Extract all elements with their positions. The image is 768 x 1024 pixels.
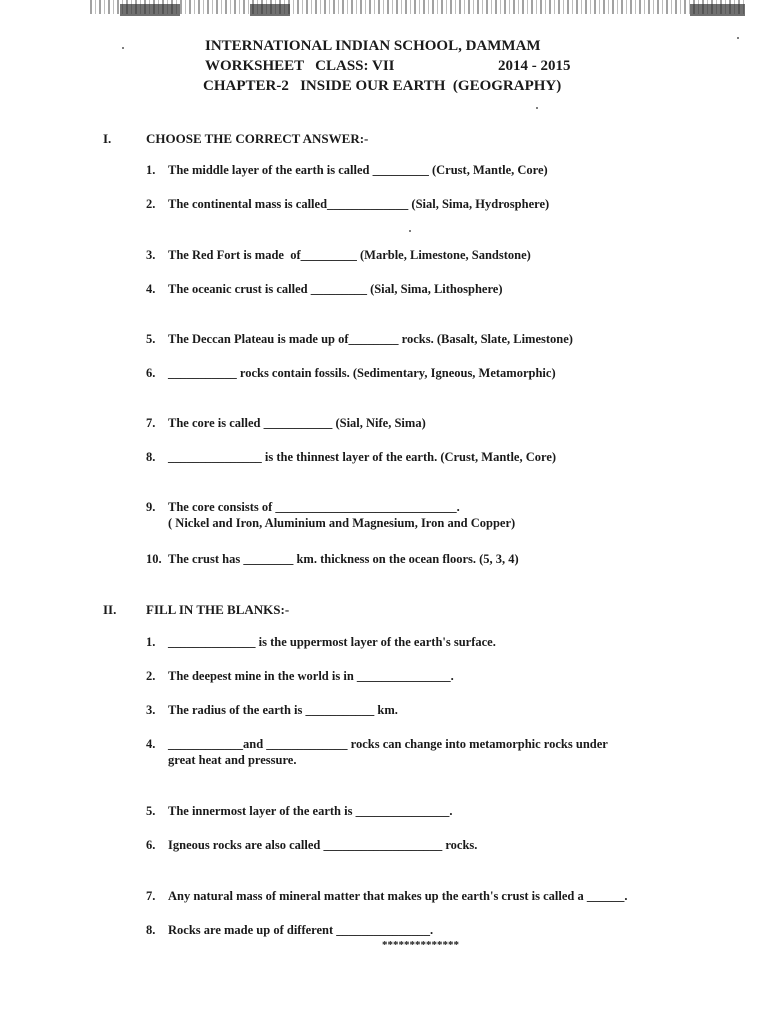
question-1-2: 2. The continental mass is called_____________ (Sial, Sima, Hydrosphere) xyxy=(146,197,550,211)
scan-blot xyxy=(690,4,745,16)
scan-speck xyxy=(122,47,124,49)
scan-artifact-top xyxy=(90,0,745,14)
chapter-title: CHAPTER-2 INSIDE OUR EARTH (GEOGRAPHY) xyxy=(203,78,562,94)
school-name: INTERNATIONAL INDIAN SCHOOL, DAMMAM xyxy=(205,38,541,54)
section-1-title: CHOOSE THE CORRECT ANSWER:- xyxy=(146,131,369,146)
question-1-6: 6. ___________ rocks contain fossils. (Sedimentary, Igneous, Metamorphic) xyxy=(146,366,556,380)
section-2-title: FILL IN THE BLANKS:- xyxy=(146,602,290,617)
question-1-7: 7. The core is called ___________ (Sial, Nife, Sima) xyxy=(146,416,426,430)
section-1-number: I. xyxy=(103,131,112,146)
academic-year: 2014 - 2015 xyxy=(498,58,571,74)
question-2-1: 1. ______________ is the uppermost layer of the earth's surface. xyxy=(146,635,496,649)
question-2-4: 4. ____________and _____________ rocks can change into metamorphic rocks under xyxy=(146,737,608,751)
question-1-5: 5. The Deccan Plateau is made up of________ rocks. (Basalt, Slate, Limestone) xyxy=(146,332,573,346)
question-2-3: 3. The radius of the earth is ___________ km. xyxy=(146,703,398,717)
question-2-7: 7. Any natural mass of mineral matter that makes up the earth's crust is called a ______. xyxy=(146,889,628,903)
scan-speck xyxy=(536,107,538,109)
worksheet-class-line xyxy=(205,58,768,75)
question-1-1: 1. The middle layer of the earth is called _________ (Crust, Mantle, Core) xyxy=(146,163,548,177)
question-1-3: 3. The Red Fort is made of_________ (Marble, Limestone, Sandstone) xyxy=(146,248,531,262)
question-2-2: 2. The deepest mine in the world is in _______________. xyxy=(146,669,454,683)
question-1-9-options: ( Nickel and Iron, Aluminium and Magnesium, Iron and Copper) xyxy=(168,516,516,530)
question-1-4: 4. The oceanic crust is called _________ (Sial, Sima, Lithosphere) xyxy=(146,282,503,296)
question-2-4-continued: great heat and pressure. xyxy=(168,753,297,767)
question-1-10: 10. The crust has ________ km. thickness on the ocean floors. (5, 3, 4) xyxy=(146,552,519,566)
scan-blot xyxy=(120,4,180,16)
scan-speck xyxy=(409,230,411,232)
scan-blot xyxy=(250,4,290,16)
question-1-9: 9. The core consists of _____________________________. xyxy=(146,500,460,514)
question-2-8: 8. Rocks are made up of different _______________. xyxy=(146,923,434,937)
worksheet-class: WORKSHEET CLASS: VII xyxy=(205,58,395,74)
question-1-8: 8. _______________ is the thinnest layer of the earth. (Crust, Mantle, Core) xyxy=(146,450,557,464)
end-stars: ************** xyxy=(382,939,459,951)
question-2-6: 6. Igneous rocks are also called ___________________ rocks. xyxy=(146,838,478,852)
section-2-number: II. xyxy=(103,602,117,617)
question-2-5: 5. The innermost layer of the earth is _______________. xyxy=(146,804,453,818)
